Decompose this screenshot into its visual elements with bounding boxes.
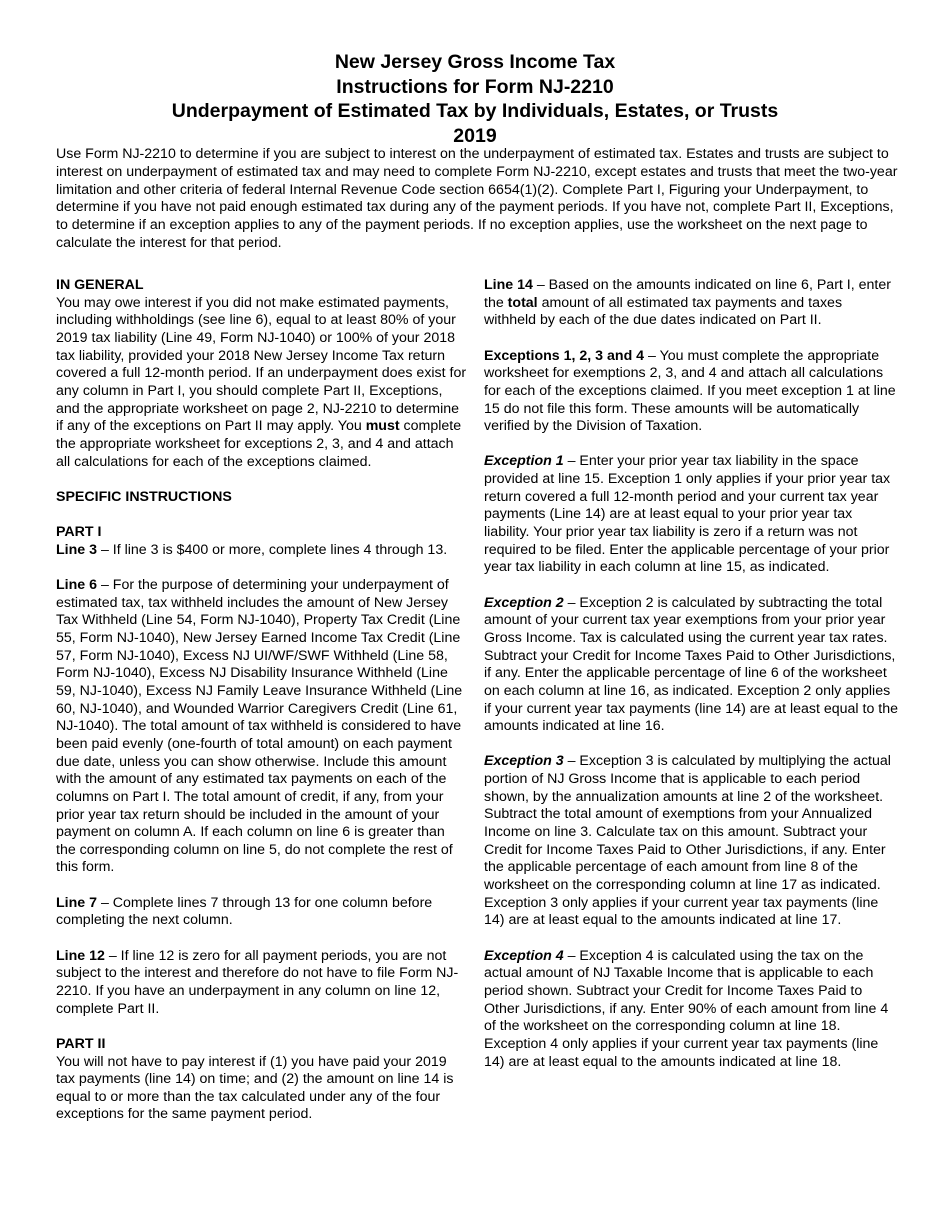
title-line-2: Instructions for Form NJ-2210 xyxy=(336,75,614,98)
line-3-label: Line 3 xyxy=(56,541,97,558)
exceptions-all-text: – You must complete the appropriate worksheet for exemptions 2, 3, and 4 and attach all calculations for each of the exceptions claimed. If you meet exception 1 at line 15 do not file this form. These amounts will be automatically verified by the Division of Taxation. xyxy=(484,347,896,435)
exception-3-text: – Exception 3 is calculated by multiplying the actual portion of NJ Gross Income that is applicable to each period shown, by the annualization amounts at line 2 of the worksheet. Subtract the total amount of exemptions from your Annualized Income on line 3. Calculate tax on this amount. Subtract your Credit for Income Taxes Paid to Other Jurisdictions, if any. Enter the applicable percentage of each amount from line 8 of the worksheet on the corresponding column at line 17 as indicated. Exception 3 only applies if your current year tax payments (line 14) are at least equal to the amounts indicated at line 17. xyxy=(484,753,891,929)
exception-3-paragraph xyxy=(484,753,898,930)
line-14-text-a: – Based on the amounts indicated on line 6, Part I, enter the xyxy=(484,277,891,311)
line-14-label: Line 14 xyxy=(484,277,533,293)
exception-2-label: Exception 2 xyxy=(484,594,564,611)
exception-1-text: – Enter your prior year tax liability in the space provided at line 15. Exception 1 only applies if your prior year tax return covered a full 12-month period and your current tax year payments (Line 14) are at least equal to your prior year tax liability. Your prior year tax liability is zero if a return was not required to be filed. Enter the applicable percentage of your prior year tax liability in each column at line 15, as indicated. xyxy=(484,453,891,576)
line-3-text: – If line 3 is $400 or more, complete lines 4 through 13. xyxy=(97,541,448,558)
line-14-text-b: amount of all estimated tax payments and taxes withheld by each of the due dates indicated on Part II. xyxy=(484,294,843,329)
line-12-label: Line 12 xyxy=(56,947,105,964)
exceptions-all-label: Exceptions 1, 2, 3 and 4 xyxy=(484,347,645,364)
intro-paragraph: Use Form NJ-2210 to determine if you are subject to interest on the underpayment of estimated tax. Estates and trusts are subject to interest on underpayment of estimated tax and may need to complete Form NJ-2210, except estates and trusts that meet the two-year limitation and other criteria of federal Internal Revenue Code section 6654(1)(2). Complete Part I, Figuring your Underpayment, to determine if you have not paid enough estimated tax during any of the payment periods. If you have not, complete Part II, Exceptions, to determine if an exception applies to any of the payment periods. If no exception applies, use the worksheet on the next page to calculate the interest for that period. xyxy=(56,146,898,251)
exception-1-label: Exception 1 xyxy=(484,453,564,470)
exception-4-label: Exception 4 xyxy=(484,947,564,964)
left-column xyxy=(56,277,468,1124)
line-6-paragraph xyxy=(56,577,468,877)
title-year: 2019 xyxy=(453,124,497,147)
document-title xyxy=(0,50,950,148)
right-column xyxy=(484,277,898,1071)
in-general-paragraph xyxy=(56,295,468,472)
line-14-paragraph xyxy=(484,277,898,330)
part-2-paragraph: You will not have to pay interest if (1) you have paid your 2019 tax payments (line 14) on time; and (2) the amount on line 14 is equal to or more than the tax calculated under any of the four exceptions for the same payment period. xyxy=(56,1053,454,1123)
line-14-emphasis: total xyxy=(507,294,538,311)
exceptions-all-paragraph xyxy=(484,348,898,436)
part-2-heading: PART II xyxy=(56,1035,106,1052)
exception-4-text: – Exception 4 is calculated using the tax on the actual amount of NJ Taxable Income that is applicable to each period shown. Subtract your Credit for Income Taxes Paid to Other Jurisdictions, if any. Enter 90% of each amount from line 4 of the worksheet on the corresponding column at line 18. Exception 4 only applies if your current year tax payments (line 14) are at least equal to the amounts indicated at line 18. xyxy=(484,947,889,1070)
line-12-text: – If line 12 is zero for all payment periods, you are not subject to the interest and therefore do not have to file Form NJ-2210. If you have an underpayment in any column on line 12, complete Part II. xyxy=(56,947,459,1017)
exception-2-text: – Exception 2 is calculated by subtracting the total amount of your current tax year exemptions from your prior year Gross Income. Tax is calculated using the current year tax rates. Subtract your Credit for Income Taxes Paid to Other Jurisdictions, if any. Enter the applicable percentage of line 6 of the worksheet on each column at line 16, as indicated. Exception 2 only applies if your current year tax payments (line 14) are at least equal to the amounts indicated at line 16. xyxy=(484,594,899,735)
specific-instructions-heading: SPECIFIC INSTRUCTIONS xyxy=(56,488,232,505)
line-7-text: – Complete lines 7 through 13 for one column before completing the next column. xyxy=(56,894,433,929)
exception-1-paragraph xyxy=(484,453,898,577)
exception-4-paragraph xyxy=(484,948,898,1072)
part-1-heading: PART I xyxy=(56,524,102,541)
exception-2-paragraph xyxy=(484,595,898,736)
line-7-label: Line 7 xyxy=(56,894,97,911)
line-6-text: – For the purpose of determining your underpayment of estimated tax, tax withheld includes the amount of New Jersey Tax Withheld (Line 54, Form NJ-1040), Property Tax Credit (Line 55, Form NJ-1040), New Jersey Earned Income Tax Credit (Line 57, Form NJ-1040), Excess NJ UI/WF/SWF Withheld (Line 58, Form NJ-1040), Excess NJ Disability Insurance Withheld (Line 59, NJ-1040), Excess NJ Family Leave Insurance Withheld (Line 60, NJ-1040), and Wounded Warrior Caregivers Credit (Line 61, NJ-1040). The total amount of tax withheld is considered to have been paid evenly (one-fourth of total amount) on each payment due date, unless you can show otherwise. Include this amount with the amount of any estimated tax payments on each of the columns on Part I. The total amount of credit, if any, from your prior year tax return should be included in the amount of your payment on column A. If each column on line 6 is greater than the corresponding column on line 5, do not complete the rest of this form. xyxy=(56,576,463,876)
title-line-3: Underpayment of Estimated Tax by Individuals, Estates, or Trusts xyxy=(171,100,779,122)
title-line-1: New Jersey Gross Income Tax xyxy=(334,51,616,73)
line-7-paragraph xyxy=(56,895,468,930)
line-3-paragraph xyxy=(56,542,468,560)
in-general-text-b: complete the appropriate worksheet for exceptions 2, 3, and 4 and attach all calculations for each of the exceptions claimed. xyxy=(56,418,462,470)
in-general-emphasis: must xyxy=(365,418,400,435)
exception-3-label: Exception 3 xyxy=(484,753,564,770)
line-6-label: Line 6 xyxy=(56,576,97,593)
in-general-heading: IN GENERAL xyxy=(56,277,144,293)
in-general-text-a: You may owe interest if you did not make estimated payments, including withholdings (see line 6), equal to at least 80% of your 2019 tax liability (Line 49, Form NJ-1040) or 100% of your 2018 tax liability, provided your 2018 New Jersey Income Tax return covered a full 12-month period. If an underpayment does exist for any column in Part I, you should complete Part II, Exceptions, and the appropriate worksheet on page 2, NJ-2210 to determine if any of the exceptions on Part II may apply. You xyxy=(56,294,467,435)
line-12-paragraph xyxy=(56,948,468,1019)
